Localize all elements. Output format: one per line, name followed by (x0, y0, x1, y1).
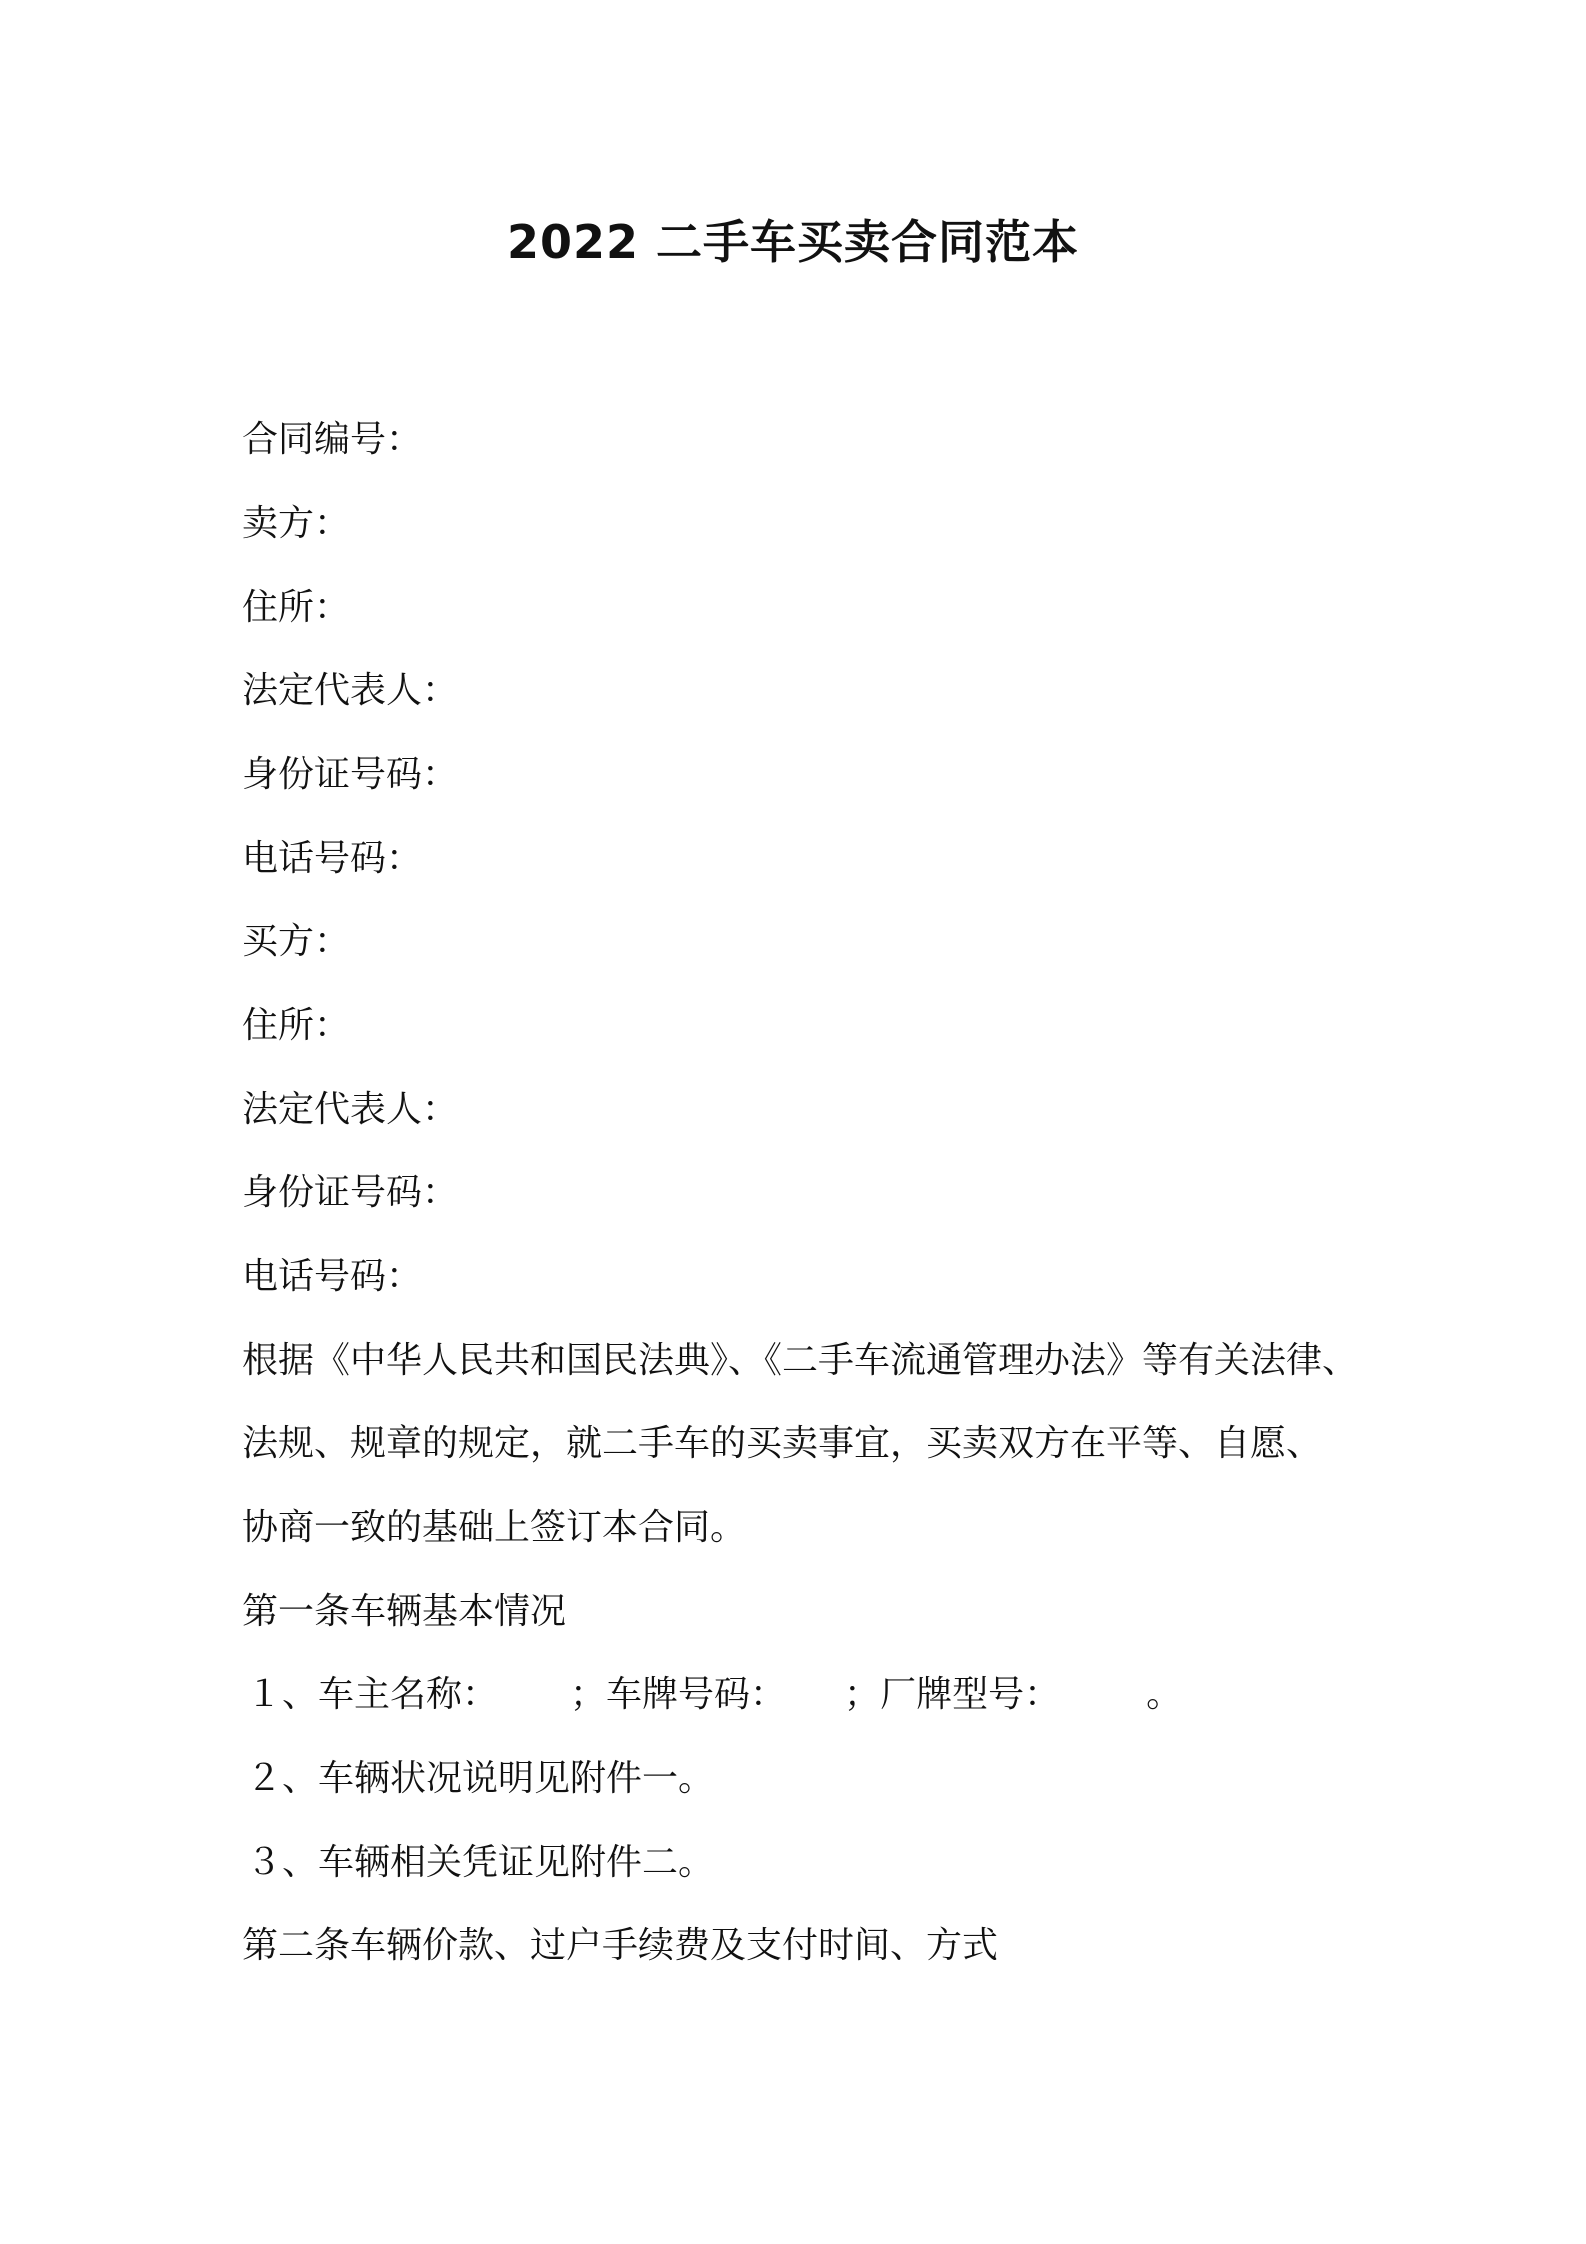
brand-model-label: 厂牌型号： (880, 1674, 1061, 1715)
seller-legal-representative-label: 法定代表人： (242, 670, 459, 711)
separator: ； (570, 1674, 607, 1715)
buyer-legal-representative-label: 法定代表人： (242, 1089, 459, 1130)
buyer-id-number-label: 身份证号码： (242, 1172, 459, 1213)
article-1-item-1 (246, 1671, 1182, 1719)
plate-number-label: 车牌号码： (606, 1674, 787, 1715)
seller-label: 卖方： (242, 503, 351, 544)
contract-number-label: 合同编号： (242, 419, 423, 460)
buyer-address-label: 住所： (242, 1005, 351, 1046)
owner-name-label: １、车主名称： (246, 1674, 499, 1715)
seller-address-label: 住所： (242, 587, 351, 628)
separator: ； (844, 1674, 881, 1715)
preamble-line-1: 根据《中华人民共和国民法典》、《二手车流通管理办法》等有关法律、 (242, 1340, 1359, 1381)
preamble-line-2: 法规、规章的规定，就二手车的买卖事宜，买卖双方在平等、自愿、 (242, 1423, 1323, 1464)
document-title: 2022 二手车买卖合同范本 (506, 215, 1080, 269)
sentence-end: 。 (1146, 1674, 1183, 1715)
article-1-item-2: ２、车辆状况说明见附件一。 (246, 1758, 715, 1799)
seller-id-number-label: 身份证号码： (242, 754, 459, 795)
preamble-line-3: 协商一致的基础上签订本合同。 (242, 1507, 747, 1548)
buyer-label: 买方： (242, 921, 351, 962)
article-2-heading: 第二条车辆价款、过户手续费及支付时间、方式 (242, 1925, 999, 1966)
buyer-phone-label: 电话号码： (242, 1256, 423, 1297)
article-1-heading: 第一条车辆基本情况 (242, 1591, 567, 1632)
seller-phone-label: 电话号码： (242, 838, 423, 879)
article-1-item-3: ３、车辆相关凭证见附件二。 (246, 1842, 715, 1883)
